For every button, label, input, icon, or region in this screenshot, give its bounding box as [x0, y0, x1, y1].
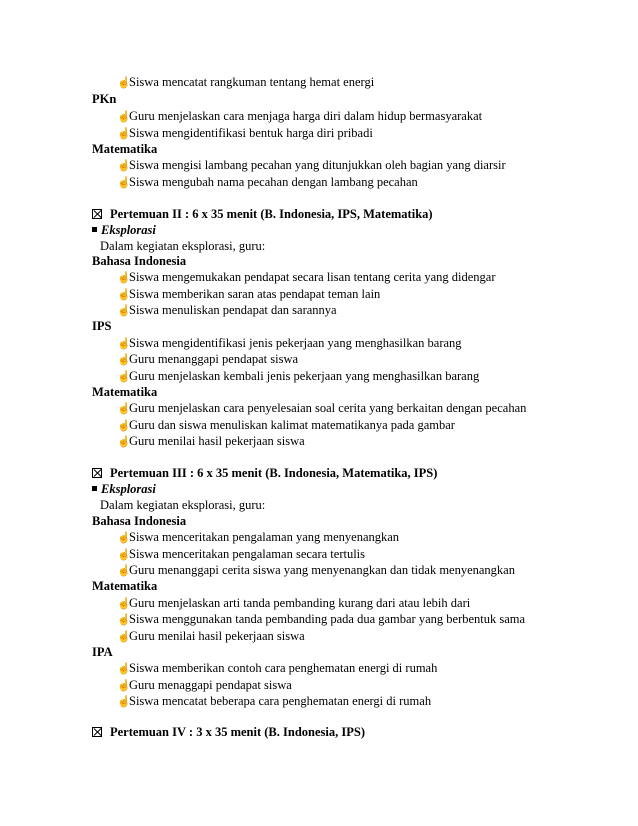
- list-item: ☝Guru menanggapi cerita siswa yang menyenangkan dan tidak menyenangkan: [117, 563, 515, 577]
- session-heading: Pertemuan III : 6 x 35 menit (B. Indonesia, Matematika, IPS): [92, 465, 437, 481]
- list-item: ☝Guru menjelaskan arti tanda pembanding kurang dari atau lebih dari: [117, 596, 471, 610]
- pointing-hand-icon: ☝: [117, 177, 131, 189]
- pointing-hand-icon: ☝: [117, 111, 131, 123]
- list-item: ☝Guru menanggapi pendapat siswa: [117, 352, 299, 366]
- subject-heading: Matematika: [92, 579, 158, 593]
- pointing-hand-icon: ☝: [117, 128, 131, 140]
- session-heading: Pertemuan IV : 3 x 35 menit (B. Indonesia, IPS): [92, 724, 365, 740]
- list-item: ☝Guru menaggapi pendapat siswa: [117, 678, 292, 692]
- list-item: ☝Siswa menceritakan pengalaman yang menyenangkan: [117, 530, 400, 544]
- list-item: ☝Siswa mengemukakan pendapat secara lisan tentang cerita yang didengar: [117, 270, 496, 284]
- pointing-hand-icon: ☝: [117, 565, 131, 577]
- pointing-hand-icon: ☝: [117, 403, 131, 415]
- pointing-hand-icon: ☝: [117, 272, 131, 284]
- pointing-hand-icon: ☝: [117, 663, 131, 675]
- phase-heading: Eksplorasi: [92, 222, 156, 238]
- pointing-hand-icon: ☝: [117, 598, 131, 610]
- intro-text: Dalam kegiatan eksplorasi, guru:: [100, 239, 266, 253]
- subject-heading: Matematika: [92, 142, 158, 156]
- pointing-hand-icon: ☝: [117, 436, 131, 448]
- pointing-hand-icon: ☝: [117, 289, 131, 301]
- pointing-hand-icon: ☝: [117, 371, 131, 383]
- list-item: ☝Guru dan siswa menuliskan kalimat matematikanya pada gambar: [117, 418, 455, 432]
- list-item: ☝Siswa mengidentifikasi jenis pekerjaan yang menghasilkan barang: [117, 336, 462, 350]
- list-item: ☝Guru menjelaskan kembali jenis pekerjaan yang menghasilkan barang: [117, 369, 480, 383]
- pointing-hand-icon: ☝: [117, 160, 131, 172]
- list-item: ☝Guru menjelaskan cara menjaga harga diri dalam hidup bermasyarakat: [117, 109, 483, 123]
- pointing-hand-icon: ☝: [117, 354, 131, 366]
- list-item: ☝Siswa menggunakan tanda pembanding pada dua gambar yang berbentuk sama: [117, 612, 526, 626]
- list-item: ☝Guru menilai hasil pekerjaan siswa: [117, 629, 305, 643]
- square-bullet-icon: [92, 227, 97, 232]
- checkbox-icon: [92, 468, 102, 478]
- phase-heading: Eksplorasi: [92, 481, 156, 497]
- intro-text: Dalam kegiatan eksplorasi, guru:: [100, 498, 266, 512]
- list-item: ☝Siswa mencatat rangkuman tentang hemat energi: [117, 75, 375, 89]
- list-item: ☝Siswa menuliskan pendapat dan sarannya: [117, 303, 337, 317]
- pointing-hand-icon: ☝: [117, 549, 131, 561]
- subject-heading: IPA: [92, 645, 113, 659]
- subject-heading: Bahasa Indonesia: [92, 254, 187, 268]
- checkbox-icon: [92, 727, 102, 737]
- pointing-hand-icon: ☝: [117, 420, 131, 432]
- session-heading: Pertemuan II : 6 x 35 menit (B. Indonesia, IPS, Matematika): [92, 206, 433, 222]
- list-item: ☝Siswa mengidentifikasi bentuk harga diri pribadi: [117, 126, 373, 140]
- pointing-hand-icon: ☝: [117, 532, 131, 544]
- list-item: ☝Siswa memberikan contoh cara penghematan energi di rumah: [117, 661, 438, 675]
- pointing-hand-icon: ☝: [117, 696, 131, 708]
- pointing-hand-icon: ☝: [117, 305, 131, 317]
- list-item: ☝Siswa memberikan saran atas pendapat teman lain: [117, 287, 381, 301]
- list-item: ☝Siswa mengisi lambang pecahan yang ditunjukkan oleh bagian yang diarsir: [117, 158, 506, 172]
- square-bullet-icon: [92, 486, 97, 491]
- pointing-hand-icon: ☝: [117, 631, 131, 643]
- checkbox-icon: [92, 209, 102, 219]
- subject-heading: PKn: [92, 92, 117, 106]
- list-item: ☝Siswa menceritakan pengalaman secara tertulis: [117, 547, 366, 561]
- subject-heading: Matematika: [92, 385, 158, 399]
- pointing-hand-icon: ☝: [117, 77, 131, 89]
- list-item: ☝Siswa mengubah nama pecahan dengan lambang pecahan: [117, 175, 418, 189]
- pointing-hand-icon: ☝: [117, 680, 131, 692]
- subject-heading: IPS: [92, 319, 112, 333]
- pointing-hand-icon: ☝: [117, 338, 131, 350]
- list-item: ☝Siswa mencatat beberapa cara penghematan energi di rumah: [117, 694, 432, 708]
- pointing-hand-icon: ☝: [117, 614, 131, 626]
- subject-heading: Bahasa Indonesia: [92, 514, 187, 528]
- list-item: ☝Guru menjelaskan cara penyelesaian soal cerita yang berkaitan dengan pecahan: [117, 401, 527, 415]
- list-item: ☝Guru menilai hasil pekerjaan siswa: [117, 434, 305, 448]
